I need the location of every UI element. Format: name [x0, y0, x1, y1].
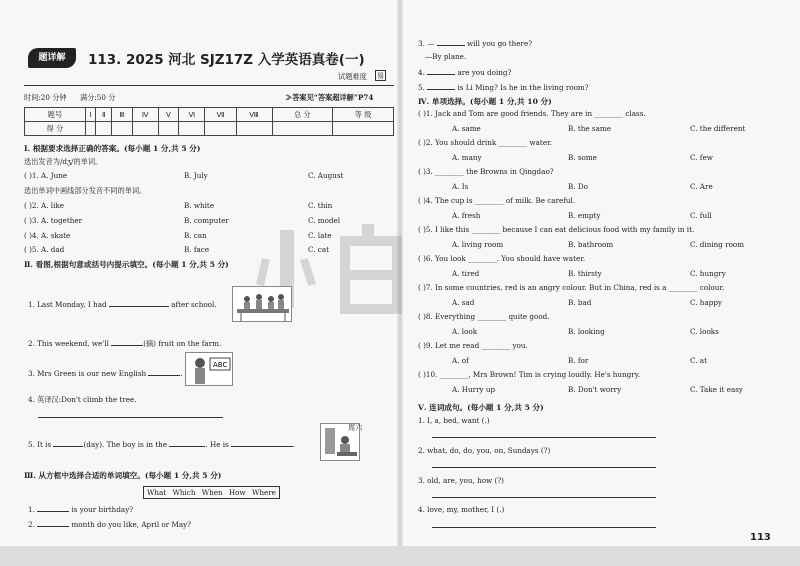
score-cell[interactable]	[272, 122, 333, 136]
mc-question: ( )3. ________ the Browns in Qingdao?	[418, 167, 554, 176]
mc-option-b[interactable]: B. looking	[568, 327, 605, 336]
section-3-title: Ⅲ. 从方框中选择合适的单词填空。(每小题 1 分,共 5 分)	[24, 471, 222, 480]
fill-question	[418, 67, 511, 77]
fill-question	[28, 439, 295, 449]
question-text: 2. This weekend, we'll	[28, 339, 109, 348]
score-cell[interactable]	[158, 122, 178, 136]
question-option-c: C. late	[308, 231, 332, 240]
score-table	[24, 107, 394, 136]
question-text: 1. Last Monday, I had	[28, 300, 107, 309]
mc-option-b[interactable]: B. for	[568, 356, 589, 365]
mc-question: ( )5. I like this ________ because I can eat delicious food with my family in it.	[418, 225, 695, 234]
question-option-a: ( )1. A. June	[24, 171, 68, 180]
question-option-a: ( )4. A. skate	[24, 231, 71, 240]
mc-option-c[interactable]: C. few	[690, 153, 713, 162]
bottom-strip	[0, 546, 800, 566]
score-header-cell: Ⅴ	[158, 108, 178, 122]
question-option-a: ( )3. A. together	[24, 216, 83, 225]
score-header-cell: Ⅶ	[205, 108, 236, 122]
mc-option-b[interactable]: B. thirsty	[568, 269, 602, 278]
question-text: (day). The boy is in the	[83, 440, 168, 449]
mc-option-a[interactable]: A. Hurry up	[452, 385, 496, 394]
mc-option-a[interactable]: A. many	[452, 153, 482, 162]
mc-option-c[interactable]: C. at	[690, 356, 707, 365]
score-header-cell: Ⅵ	[179, 108, 205, 122]
mc-option-a[interactable]: A. fresh	[452, 211, 481, 220]
question-option-a: ( )5. A. dad	[24, 245, 65, 254]
answer-blank[interactable]	[53, 439, 83, 447]
fill-question	[418, 38, 532, 48]
exam-total-score: 满分:50 分	[80, 93, 116, 102]
fill-question	[28, 519, 191, 529]
answer-line[interactable]	[38, 417, 223, 418]
mc-question: ( )9. Let me read ________ you.	[418, 341, 528, 350]
answer-blank[interactable]	[169, 439, 205, 447]
answer-blank[interactable]	[437, 38, 465, 46]
difficulty-badge: 易	[377, 72, 384, 80]
mc-question: ( )8. Everything ________ quite good.	[418, 312, 550, 321]
mc-option-b[interactable]: B. bathroom	[568, 240, 614, 249]
mc-question: ( )1. Jack and Tom are good friends. They are in ________ class.	[418, 109, 646, 118]
word-box: What Which When How Where	[143, 486, 280, 499]
mc-option-a[interactable]: A. same	[452, 124, 481, 133]
question-number: 1.	[28, 505, 35, 514]
answer-line[interactable]	[432, 467, 656, 468]
question-text: 3. Mrs Green is our new English	[28, 369, 147, 378]
score-cell[interactable]	[333, 122, 394, 136]
score-row-label: 得 分	[25, 122, 86, 136]
question-text: month do you like, April or May?	[71, 520, 192, 529]
answer-line[interactable]	[432, 527, 656, 528]
score-header-cell: 题号	[25, 108, 86, 122]
fill-question	[418, 82, 589, 92]
question-option-c: C. thin	[308, 201, 333, 210]
section-2-title: Ⅱ. 看图,根据句意或括号内提示填空。(每小题 1 分,共 5 分)	[24, 260, 229, 269]
question-option-b: B. can	[184, 231, 207, 240]
question-number: 2.	[28, 520, 35, 529]
mc-option-c[interactable]: C. looks	[690, 327, 719, 336]
question-text: (摘) fruit on the farm.	[143, 339, 222, 348]
mc-question: ( )7. In some countries, red is an angry colour. But in China, red is a ________ colour.	[418, 283, 725, 292]
question-option-b: B. white	[184, 201, 215, 210]
answer-blank[interactable]	[231, 439, 296, 449]
question-text: .	[293, 440, 296, 449]
answer-blank[interactable]	[109, 299, 169, 307]
mc-option-a[interactable]: A. sad	[452, 298, 475, 307]
mc-option-c[interactable]: C. Take it easy	[690, 385, 743, 394]
header-rule	[24, 85, 394, 86]
score-header-cell: Ⅲ	[112, 108, 133, 122]
mc-option-b[interactable]: B. bad	[568, 298, 592, 307]
question-text: will you go there?	[466, 39, 533, 48]
section-1-subtitle-1: 选出发音为/dʒ/的单词。	[24, 157, 103, 166]
question-text: are you doing?	[457, 68, 512, 77]
mc-option-b[interactable]: B. Don't worry	[568, 385, 622, 394]
score-cell[interactable]	[205, 122, 236, 136]
page-number: 113	[750, 532, 771, 543]
question-text: .	[180, 369, 183, 378]
page-title: 113. 2025 河北 SJZ17Z 入学英语真卷(一)	[88, 52, 365, 68]
mc-option-a[interactable]: A. Is	[452, 182, 469, 191]
question-number: 3. —	[418, 39, 435, 48]
mc-option-c[interactable]: C. the different	[690, 124, 746, 133]
question-option-c: C. model	[308, 216, 341, 225]
question-option-b: B. computer	[184, 216, 229, 225]
mc-option-b[interactable]: B. some	[568, 153, 597, 162]
score-cell[interactable]	[96, 122, 112, 136]
order-question: 1. I, a, bed, want (.)	[418, 416, 490, 425]
teacher-icon	[186, 353, 234, 387]
score-header-cell: Ⅷ	[236, 108, 272, 122]
answer-line[interactable]	[432, 497, 656, 498]
mc-option-c[interactable]: C. Are	[690, 182, 713, 191]
mc-option-a[interactable]: A. of	[452, 356, 469, 365]
answer-blank[interactable]	[427, 67, 455, 75]
score-cell[interactable]	[112, 122, 133, 136]
question-option-a: ( )2. A. like	[24, 201, 65, 210]
classroom-icon	[233, 287, 293, 323]
reply-text: —By plane.	[425, 52, 467, 61]
question-option-b: B. July	[184, 171, 208, 180]
mc-question: ( )2. You should drink ________ water.	[418, 138, 553, 147]
question-option-c: C. August	[308, 171, 344, 180]
watermark-logo	[250, 222, 420, 342]
section-1-title: Ⅰ. 根据要求选择正确的答案。(每小题 1 分,共 5 分)	[24, 144, 201, 153]
question-option-b: B. face	[184, 245, 210, 254]
section-5-title: Ⅴ. 连词成句。(每小题 1 分,共 5 分)	[418, 403, 544, 412]
mc-question: ( )4. The cup is ________ of milk. Be careful.	[418, 196, 576, 205]
mc-option-a[interactable]: A. tired	[452, 269, 480, 278]
answer-reference: ≫答案见“答案超详解”P74	[285, 93, 374, 102]
fill-question	[28, 504, 133, 514]
mc-option-b[interactable]: B. Do	[568, 182, 588, 191]
mc-option-a[interactable]: A. living room	[452, 240, 504, 249]
mc-option-b[interactable]: B. empty	[568, 211, 601, 220]
question-number: 5.	[418, 83, 425, 92]
mc-option-c[interactable]: C. dining room	[690, 240, 745, 249]
order-question: 4. love, my, mother, I (.)	[418, 505, 505, 514]
mc-option-c[interactable]: C. hungry	[690, 269, 726, 278]
score-header-cell: 总 分	[272, 108, 333, 122]
mc-option-c[interactable]: C. full	[690, 211, 712, 220]
question-option-c: C. cat	[308, 245, 330, 254]
order-question: 3. old, are, you, how (?)	[418, 476, 504, 485]
difficulty-label: 试题难度	[338, 72, 367, 81]
section-1-subtitle-2: 选出单词中画线部分发音不同的单词。	[24, 186, 147, 195]
fill-question	[28, 368, 183, 378]
answer-blank[interactable]	[37, 519, 69, 527]
mc-option-a[interactable]: A. look	[452, 327, 478, 336]
fill-question	[28, 299, 217, 309]
question-number: 4.	[418, 68, 425, 77]
score-header-cell: Ⅳ	[132, 108, 158, 122]
logo-badge: 题详解	[28, 48, 76, 68]
answer-blank[interactable]	[37, 504, 69, 512]
score-header-cell: Ⅰ	[85, 108, 96, 122]
question-text: is Li Ming? Is he in the living room?	[457, 83, 589, 92]
answer-blank[interactable]	[111, 338, 143, 346]
answer-blank[interactable]	[148, 368, 183, 378]
score-cell[interactable]	[236, 122, 272, 136]
mc-option-c[interactable]: C. happy	[690, 298, 722, 307]
classroom-picture	[232, 286, 292, 322]
fill-question	[28, 338, 221, 348]
question-text: after school.	[171, 300, 217, 309]
score-header-cell: Ⅱ	[96, 108, 112, 122]
question-text: 5. It is	[28, 440, 52, 449]
teacher-picture	[185, 352, 233, 386]
score-cell[interactable]	[132, 122, 158, 136]
question-text: is your birthday?	[71, 505, 134, 514]
score-header-cell: 等 级	[333, 108, 394, 122]
mc-option-b[interactable]: B. the same	[568, 124, 611, 133]
answer-line[interactable]	[432, 437, 656, 438]
question-text: . He is	[205, 440, 229, 449]
abc-board-text: ABC	[213, 361, 228, 369]
mc-question: ( )10. ________, Mrs Brown! Tim is crying loudly. He's hungry.	[418, 370, 641, 379]
answer-blank[interactable]	[427, 82, 455, 90]
exam-time: 时间:20 分钟	[24, 93, 67, 102]
weekday-label: 周六	[348, 423, 363, 432]
score-cell[interactable]	[179, 122, 205, 136]
translate-question: 4. 英译汉:Don't climb the tree.	[28, 395, 137, 404]
section-4-title: Ⅳ. 单项选择。(每小题 1 分,共 10 分)	[418, 97, 552, 106]
score-cell[interactable]	[85, 122, 96, 136]
order-question: 2. what, do, do, you, on, Sundays (?)	[418, 446, 551, 455]
mc-question: ( )6. You look ________. You should have water.	[418, 254, 586, 263]
